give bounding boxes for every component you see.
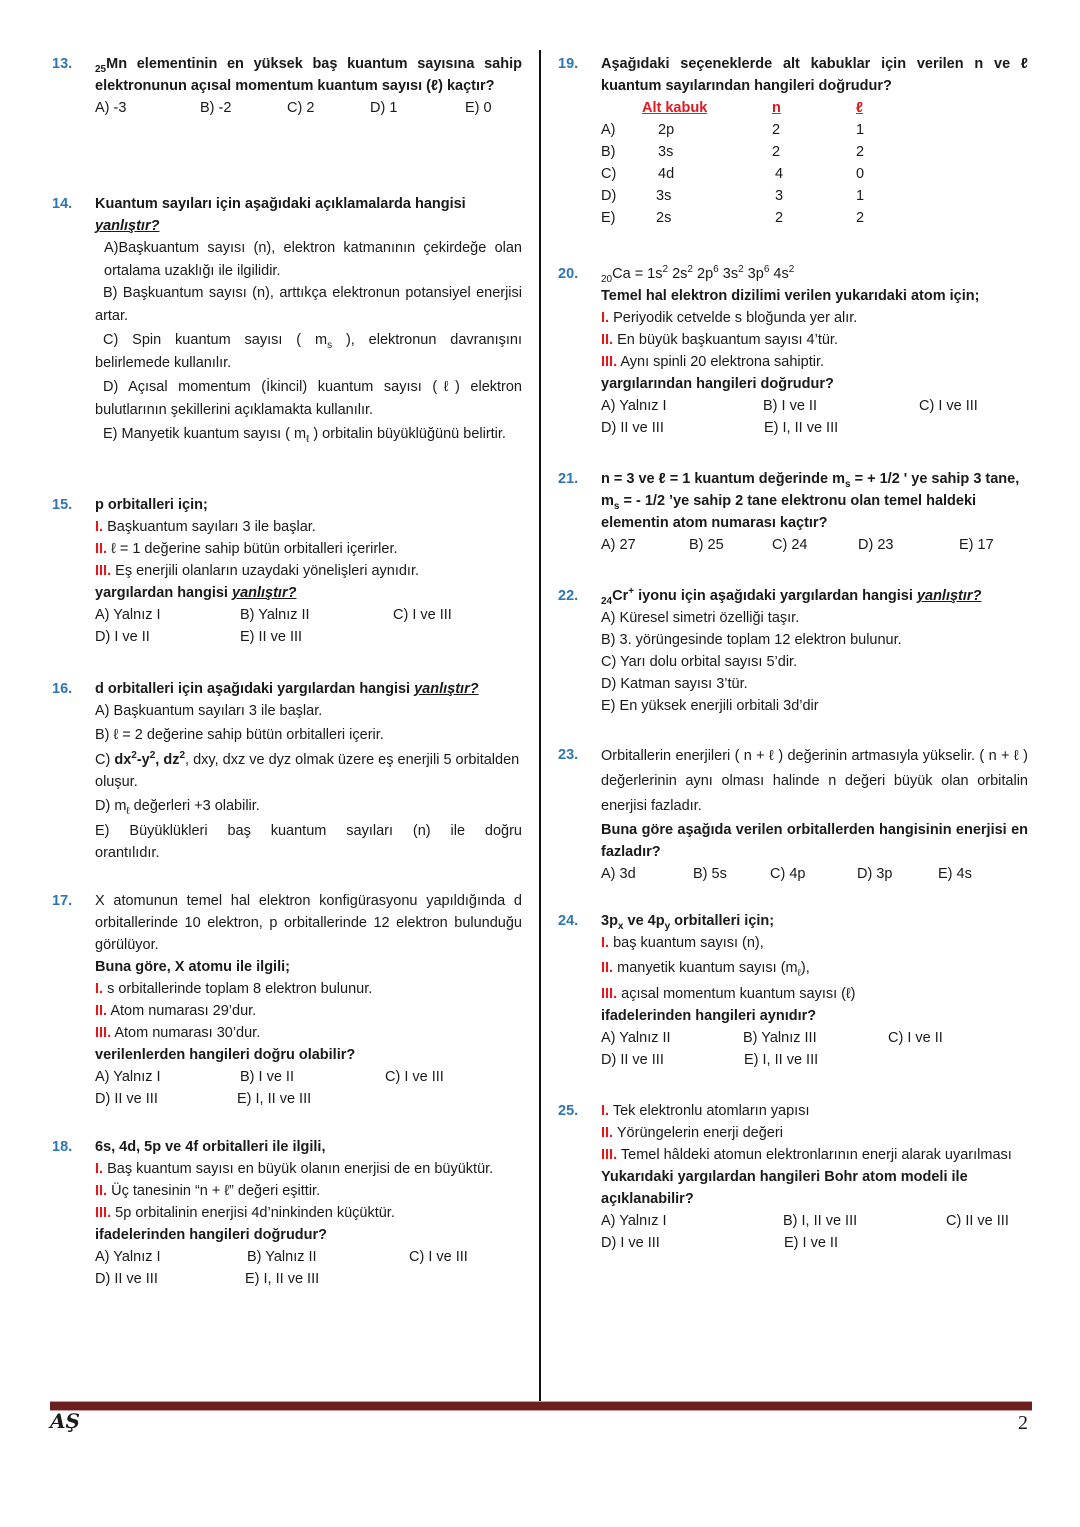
statement-iii bbox=[601, 983, 1028, 1005]
roman-numeral: II. bbox=[601, 1125, 614, 1141]
cell: 1 bbox=[856, 188, 865, 204]
question-15 bbox=[52, 494, 522, 648]
text: Üç tanesinin “n + ℓ” değeri eşittir. bbox=[111, 1183, 321, 1199]
question-stem: 6s, 4d, 5p ve 4f orbitalleri ile ilgili, bbox=[95, 1139, 326, 1155]
option-d[interactable]: D) II ve III bbox=[95, 1091, 158, 1107]
option-e[interactable]: E) 4s bbox=[938, 866, 972, 882]
stem-text: Mn elementinin en yüksek baş kuantum sayısına sahip elektronunun açısal momentum kuantum sayısı (ℓ) kaçtır? bbox=[95, 56, 522, 94]
cell: 2 bbox=[856, 144, 865, 160]
option-b[interactable]: B) I, II ve III bbox=[783, 1213, 858, 1229]
option-e[interactable]: E) I, II ve III bbox=[245, 1271, 320, 1287]
statement-c[interactable]: C) Yarı dolu orbital sayısı 5’dir. bbox=[601, 654, 798, 670]
roman-numeral: III. bbox=[601, 354, 618, 370]
text: yargılardan hangisi bbox=[95, 585, 228, 601]
text: Aynı spinli 20 elektrona sahiptir. bbox=[620, 354, 825, 370]
question-18 bbox=[52, 1136, 522, 1290]
text: ), bbox=[800, 960, 810, 976]
option-b[interactable]: B) -2 bbox=[200, 100, 232, 116]
option-b[interactable]: B) I ve II bbox=[240, 1069, 294, 1085]
text: iyonu için aşağıdaki yargılardan hangisi bbox=[634, 588, 917, 604]
question-23 bbox=[558, 744, 1028, 885]
sup: 6 bbox=[713, 264, 719, 276]
cell: 1 bbox=[856, 122, 865, 138]
option-c[interactable]: C) I ve III bbox=[409, 1249, 468, 1265]
text: orbitalleri için; bbox=[670, 913, 775, 929]
option-e[interactable]: E) I, II ve III bbox=[744, 1052, 819, 1068]
question-14 bbox=[52, 193, 522, 446]
roman-numeral: III. bbox=[95, 1025, 112, 1041]
options bbox=[601, 1232, 1028, 1254]
sub: s bbox=[613, 500, 620, 512]
statement-iii bbox=[601, 351, 1028, 373]
question-number: 23. bbox=[558, 747, 579, 763]
question-number: 21. bbox=[558, 471, 579, 487]
statement-ii bbox=[95, 538, 522, 560]
statement-ii bbox=[601, 957, 1028, 979]
text: -y bbox=[136, 752, 150, 768]
cell: 3s bbox=[656, 188, 672, 204]
statement-i bbox=[601, 1100, 1028, 1122]
electron-configuration bbox=[601, 263, 1028, 285]
question-prompt: verilenlerden hangileri doğru olabilir? bbox=[95, 1047, 356, 1063]
question-lead: Temel hal elektron dizilimi verilen yukarıdaki atom için; bbox=[601, 288, 980, 304]
roman-numeral: II. bbox=[95, 541, 108, 557]
question-prompt bbox=[95, 582, 522, 604]
text: ve 4p bbox=[623, 913, 665, 929]
options bbox=[95, 626, 522, 648]
option-b[interactable]: B) Yalnız III bbox=[743, 1030, 817, 1046]
option-d[interactable]: D) II ve III bbox=[95, 1271, 158, 1287]
options bbox=[95, 1268, 522, 1290]
subshell-table bbox=[601, 97, 864, 229]
options bbox=[95, 97, 522, 119]
emphasis-text: yanlıştır? bbox=[232, 585, 297, 601]
atomic-number: 24 bbox=[601, 595, 613, 607]
statement-ii bbox=[95, 1000, 522, 1022]
option-d[interactable]: D) I ve III bbox=[601, 1235, 660, 1251]
option-d[interactable]: D) 1 bbox=[370, 100, 398, 116]
sub: s bbox=[845, 478, 851, 490]
question-13 bbox=[52, 53, 522, 119]
cell: 4d bbox=[658, 166, 675, 182]
text: Atom numarası 30’dur. bbox=[114, 1025, 261, 1041]
question-number: 19. bbox=[558, 56, 579, 72]
cell: 2 bbox=[775, 210, 784, 226]
text: Atom numarası 29’dur. bbox=[110, 1003, 257, 1019]
sup: 2 bbox=[179, 750, 186, 762]
statement-d[interactable] bbox=[95, 795, 522, 817]
question-stem: p orbitalleri için; bbox=[95, 497, 208, 513]
option-d[interactable]: D) II ve III bbox=[601, 1052, 664, 1068]
text: dx bbox=[114, 752, 132, 768]
question-20 bbox=[558, 263, 1028, 439]
option-c[interactable]: C) II ve III bbox=[946, 1213, 1009, 1229]
cell: A) bbox=[601, 122, 616, 138]
roman-numeral: II. bbox=[95, 1003, 108, 1019]
options bbox=[601, 863, 1028, 885]
statement-ii bbox=[601, 1122, 1028, 1144]
statement-ii bbox=[601, 329, 1028, 351]
atomic-number: 25 bbox=[95, 63, 107, 75]
option-a[interactable]: A) Yalnız I bbox=[95, 1069, 161, 1085]
text: manyetik kuantum sayısı (m bbox=[617, 960, 798, 976]
cell: 3s bbox=[658, 144, 674, 160]
option-c[interactable]: C) I ve II bbox=[888, 1030, 943, 1046]
question-prompt: Yukarıdaki yargılardan hangileri Bohr atom modeli ile açıklanabilir? bbox=[601, 1169, 968, 1207]
roman-numeral: II. bbox=[95, 1183, 108, 1199]
text: 3s bbox=[722, 266, 739, 282]
roman-numeral: I. bbox=[601, 935, 610, 951]
statement-iii bbox=[95, 560, 522, 582]
atomic-number: 20 bbox=[601, 273, 613, 285]
roman-numeral: I. bbox=[95, 981, 104, 997]
options bbox=[95, 1246, 522, 1268]
options bbox=[601, 417, 1028, 439]
roman-numeral: II. bbox=[601, 332, 614, 348]
text: Başkuantum sayıları 3 ile başlar. bbox=[107, 519, 316, 535]
statement-i bbox=[601, 932, 1028, 954]
roman-numeral: III. bbox=[601, 986, 618, 1002]
question-stem: Aşağıdaki seçeneklerde alt kabuklar için verilen n ve ℓ kuantum sayılarından hangileri doğrudur? bbox=[601, 56, 1028, 94]
option-c[interactable]: C) 2 bbox=[287, 100, 315, 116]
text: D) m bbox=[95, 798, 127, 814]
option-a[interactable]: A) 27 bbox=[601, 537, 636, 553]
roman-numeral: III. bbox=[601, 1147, 618, 1163]
roman-numeral: II. bbox=[601, 960, 614, 976]
text: 4s bbox=[773, 266, 789, 282]
question-stem: Orbitallerin enerjileri ( n + ℓ ) değerinin artmasıyla yükselir. ( n + ℓ ) değerlerinin aynı olması halinde n değeri büyük olan orbitalin enerjisi fazladır. bbox=[601, 748, 1028, 814]
text: Tek elektronlu atomların yapısı bbox=[612, 1103, 810, 1119]
option-d[interactable]: D) 3p bbox=[857, 866, 893, 882]
option-d[interactable]: D) 23 bbox=[858, 537, 894, 553]
option-e[interactable]: E) I ve II bbox=[784, 1235, 838, 1251]
option-a[interactable]: A) 3d bbox=[601, 866, 636, 882]
options bbox=[601, 395, 1028, 417]
cell: B) bbox=[601, 144, 616, 160]
text: Cr bbox=[612, 588, 629, 604]
text: değerleri +3 olabilir. bbox=[129, 798, 260, 814]
sup: + bbox=[628, 586, 635, 598]
statement-b[interactable]: B) 3. yörüngesinde toplam 12 elektron bulunur. bbox=[601, 632, 902, 648]
question-stem bbox=[95, 678, 522, 700]
text: , dz bbox=[155, 752, 180, 768]
option-e[interactable]: E) I, II ve III bbox=[764, 420, 839, 436]
sup: 6 bbox=[763, 264, 770, 276]
statement-ii bbox=[95, 1180, 522, 1202]
option-b[interactable]: B) Yalnız II bbox=[247, 1249, 317, 1265]
text: = - 1/2 ’ye sahip 2 tane elektronu olan temel haldeki elementin atom numarası kaçtır? bbox=[601, 493, 977, 531]
question-17 bbox=[52, 890, 522, 1110]
options bbox=[601, 1210, 1028, 1232]
statement-d[interactable]: D) Katman sayısı 3’tür. bbox=[601, 676, 748, 692]
question-prompt: Buna göre aşağıda verilen orbitallerden hangisinin enerjisi en fazladır? bbox=[601, 822, 1028, 860]
option-b[interactable]: B) Yalnız II bbox=[240, 607, 310, 623]
question-prompt: ifadelerinden hangileri doğrudur? bbox=[95, 1227, 328, 1243]
stem-text: Kuantum sayıları için aşağıdaki açıklamalarda hangisi bbox=[95, 196, 466, 212]
statement-i bbox=[95, 978, 522, 1000]
question-number: 22. bbox=[558, 588, 579, 604]
text: C) bbox=[95, 752, 115, 768]
option-b[interactable]: B) I ve II bbox=[763, 398, 817, 414]
option-c[interactable]: C) I ve III bbox=[385, 1069, 444, 1085]
table-row[interactable] bbox=[601, 207, 864, 229]
statement-c[interactable] bbox=[95, 749, 522, 793]
sub: x bbox=[617, 920, 624, 932]
statement-e[interactable] bbox=[95, 423, 522, 446]
question-number: 16. bbox=[52, 681, 73, 697]
option-b[interactable]: B) 5s bbox=[693, 866, 727, 882]
sub: ℓ bbox=[126, 805, 130, 817]
statement-iii bbox=[95, 1022, 522, 1044]
emphasis-text: yanlıştır? bbox=[414, 681, 479, 697]
statement-a[interactable]: A)Başkuantum sayısı (n), elektron katmanının çekirdeğe olan ortalama uzaklığı ile ilgilidir. bbox=[104, 240, 522, 279]
text: Ca = 1s bbox=[612, 266, 663, 282]
question-number: 13. bbox=[52, 56, 73, 72]
text: , dxy, dxz ve dyz olmak üzere eş enerjili 5 orbitalden oluşur. bbox=[95, 752, 520, 790]
text: d orbitalleri için aşağıdaki yargılardan hangisi bbox=[95, 681, 411, 697]
statement-i bbox=[601, 307, 1028, 329]
option-e[interactable]: E) II ve III bbox=[240, 629, 303, 645]
options bbox=[601, 1027, 1028, 1049]
cell: C) bbox=[601, 166, 617, 182]
table-header bbox=[601, 97, 864, 119]
options bbox=[95, 1088, 522, 1110]
question-lead: Buna göre, X atomu ile ilgili; bbox=[95, 959, 290, 975]
sub: ℓ bbox=[306, 433, 310, 445]
text: = + 1/2 ' ye sahip 3 tane, m bbox=[601, 471, 1020, 509]
text: En büyük başkuantum sayısı 4’tür. bbox=[617, 332, 838, 348]
cell: 2p bbox=[658, 122, 675, 138]
sub: ℓ bbox=[797, 967, 801, 979]
question-number: 18. bbox=[52, 1139, 73, 1155]
text: baş kuantum sayısı (n), bbox=[613, 935, 764, 951]
option-d[interactable]: D) II ve III bbox=[601, 420, 664, 436]
text: 2s bbox=[672, 266, 688, 282]
question-stem bbox=[601, 585, 1028, 607]
question-stem: X atomunun temel hal elektron konfigürasyonu yapıldığında d orbitallerinde 10 elektron, p orbitallerinde 12 elektron bulunduğu görülüyor. bbox=[95, 893, 522, 953]
question-number: 17. bbox=[52, 893, 73, 909]
text: açısal momentum kuantum sayısı (ℓ) bbox=[621, 986, 856, 1002]
cell: E) bbox=[601, 210, 616, 226]
emphasis-text: yanlıştır? bbox=[95, 218, 160, 234]
options bbox=[601, 1049, 1028, 1071]
option-c[interactable]: C) I ve III bbox=[393, 607, 452, 623]
question-stem bbox=[601, 468, 1028, 534]
text: 3p bbox=[747, 266, 764, 282]
text: 3p bbox=[601, 913, 618, 929]
option-a[interactable]: A) Yalnız II bbox=[601, 1030, 671, 1046]
column-header: n bbox=[772, 100, 781, 116]
options bbox=[95, 1066, 522, 1088]
option-c[interactable]: C) I ve III bbox=[919, 398, 978, 414]
options bbox=[601, 534, 1028, 556]
text: Baş kuantum sayısı en büyük olanın enerjisi de en büyüktür. bbox=[107, 1161, 494, 1177]
roman-numeral: I. bbox=[601, 310, 610, 326]
column-header: ℓ bbox=[856, 100, 864, 116]
statement-iii bbox=[95, 1202, 522, 1224]
text: C) Spin kuantum sayısı ( m bbox=[103, 332, 328, 348]
text: Periyodik cetvelde s bloğunda yer alır. bbox=[613, 310, 858, 326]
statement-c[interactable] bbox=[95, 329, 522, 374]
question-stem bbox=[601, 910, 1028, 932]
question-22 bbox=[558, 585, 1028, 717]
cell: D) bbox=[601, 188, 617, 204]
cell: 2s bbox=[656, 210, 672, 226]
text: ), elektronun davranışını belirlemede kullanılır. bbox=[95, 332, 522, 371]
column-header: Alt kabuk bbox=[642, 100, 708, 116]
table-row[interactable] bbox=[601, 163, 864, 185]
option-a[interactable]: A) Yalnız I bbox=[601, 1213, 667, 1229]
roman-numeral: I. bbox=[95, 1161, 104, 1177]
text: 2p bbox=[697, 266, 714, 282]
sub: s bbox=[327, 339, 333, 351]
option-e[interactable]: E) 0 bbox=[465, 100, 492, 116]
option-a[interactable]: A) Yalnız I bbox=[95, 1249, 161, 1265]
roman-numeral: I. bbox=[601, 1103, 610, 1119]
roman-numeral: I. bbox=[95, 519, 104, 535]
statement-d[interactable]: D) Açısal momentum (İkincil) kuantum sayısı (ℓ) elektron bulutlarının şekillerini açıklamakta kullanılır. bbox=[95, 379, 522, 418]
option-c[interactable]: C) 4p bbox=[770, 866, 806, 882]
table-row[interactable] bbox=[601, 119, 864, 141]
table-row[interactable] bbox=[601, 141, 864, 163]
cell: 3 bbox=[775, 188, 784, 204]
roman-numeral: III. bbox=[95, 1205, 112, 1221]
statement-e[interactable]: E) Büyüklükleri baş kuantum sayıları (n) ile doğru orantılıdır. bbox=[95, 823, 522, 861]
option-d[interactable]: D) I ve II bbox=[95, 629, 150, 645]
statement-a[interactable]: A) Başkuantum sayıları 3 ile başlar. bbox=[95, 703, 323, 719]
footer-rule bbox=[50, 1401, 1032, 1411]
cell: 2 bbox=[772, 122, 781, 138]
statement-i bbox=[95, 1158, 522, 1180]
question-21 bbox=[558, 468, 1028, 556]
roman-numeral: III. bbox=[95, 563, 112, 579]
text: n = 3 ve ℓ = 1 kuantum değerinde m bbox=[601, 471, 846, 487]
text: Temel hâldeki atomun elektronlarının enerji alarak uyarılması bbox=[620, 1147, 1012, 1163]
statement-b[interactable]: B) ℓ = 2 değerine sahip bütün orbitalleri içerir. bbox=[95, 727, 384, 743]
table-row[interactable] bbox=[601, 185, 864, 207]
column-divider bbox=[539, 50, 541, 1402]
text: s orbitallerinde toplam 8 elektron bulunur. bbox=[107, 981, 373, 997]
question-stem bbox=[95, 193, 522, 237]
option-e[interactable]: E) I, II ve III bbox=[237, 1091, 312, 1107]
question-number: 15. bbox=[52, 497, 73, 513]
page-number: 2 bbox=[1018, 1412, 1028, 1434]
sup: 2 bbox=[687, 264, 693, 276]
sup: 2 bbox=[788, 264, 795, 276]
option-a[interactable]: A) -3 bbox=[95, 100, 127, 116]
question-stem bbox=[95, 53, 522, 97]
cell: 2 bbox=[772, 144, 781, 160]
text: ℓ = 1 değerine sahip bütün orbitalleri içerirler. bbox=[111, 541, 398, 557]
question-number: 20. bbox=[558, 266, 579, 282]
sup: 2 bbox=[738, 264, 744, 276]
cell: 0 bbox=[856, 166, 865, 182]
question-prompt: yargılarından hangileri doğrudur? bbox=[601, 376, 834, 392]
options bbox=[95, 604, 522, 626]
question-number: 25. bbox=[558, 1103, 579, 1119]
question-16 bbox=[52, 678, 522, 864]
sup: 2 bbox=[662, 264, 669, 276]
statement-i bbox=[95, 516, 522, 538]
question-prompt: ifadelerinden hangileri aynıdır? bbox=[601, 1008, 817, 1024]
question-19 bbox=[558, 53, 1028, 229]
text: Eş enerjili olanların uzaydaki yönelişleri aynıdır. bbox=[115, 563, 420, 579]
statement-iii bbox=[601, 1144, 1028, 1166]
option-b[interactable]: B) 25 bbox=[689, 537, 724, 553]
option-e[interactable]: E) 17 bbox=[959, 537, 994, 553]
author-logo: AŞ bbox=[50, 1409, 80, 1433]
statements bbox=[95, 237, 522, 446]
text: 5p orbitalinin enerjisi 4d’ninkinden küçüktür. bbox=[115, 1205, 395, 1221]
cell: 4 bbox=[775, 166, 784, 182]
text: Yörüngelerin enerji değeri bbox=[616, 1125, 783, 1141]
statement-a[interactable]: A) Küresel simetri özelliği taşır. bbox=[601, 610, 800, 626]
text: E) Manyetik kuantum sayısı ( m bbox=[103, 426, 307, 442]
sup: 2 bbox=[131, 750, 137, 762]
question-number: 24. bbox=[558, 913, 579, 929]
text: ) orbitalin büyüklüğünü belirtir. bbox=[309, 426, 506, 442]
option-a[interactable]: A) Yalnız I bbox=[95, 607, 161, 623]
cell: 2 bbox=[856, 210, 865, 226]
option-a[interactable]: A) Yalnız I bbox=[601, 398, 667, 414]
question-number: 14. bbox=[52, 196, 73, 212]
option-c[interactable]: C) 24 bbox=[772, 537, 808, 553]
sub: y bbox=[664, 920, 671, 932]
statement-e[interactable]: E) En yüksek enerjili orbitali 3d’dir bbox=[601, 698, 819, 714]
sup: 2 bbox=[149, 750, 156, 762]
question-25 bbox=[558, 1100, 1028, 1254]
question-24 bbox=[558, 910, 1028, 1071]
statement-b[interactable]: B) Başkuantum sayısı (n), arttıkça elektronun potansiyel enerjisi artar. bbox=[95, 285, 522, 324]
emphasis-text: yanlıştır? bbox=[916, 588, 982, 604]
